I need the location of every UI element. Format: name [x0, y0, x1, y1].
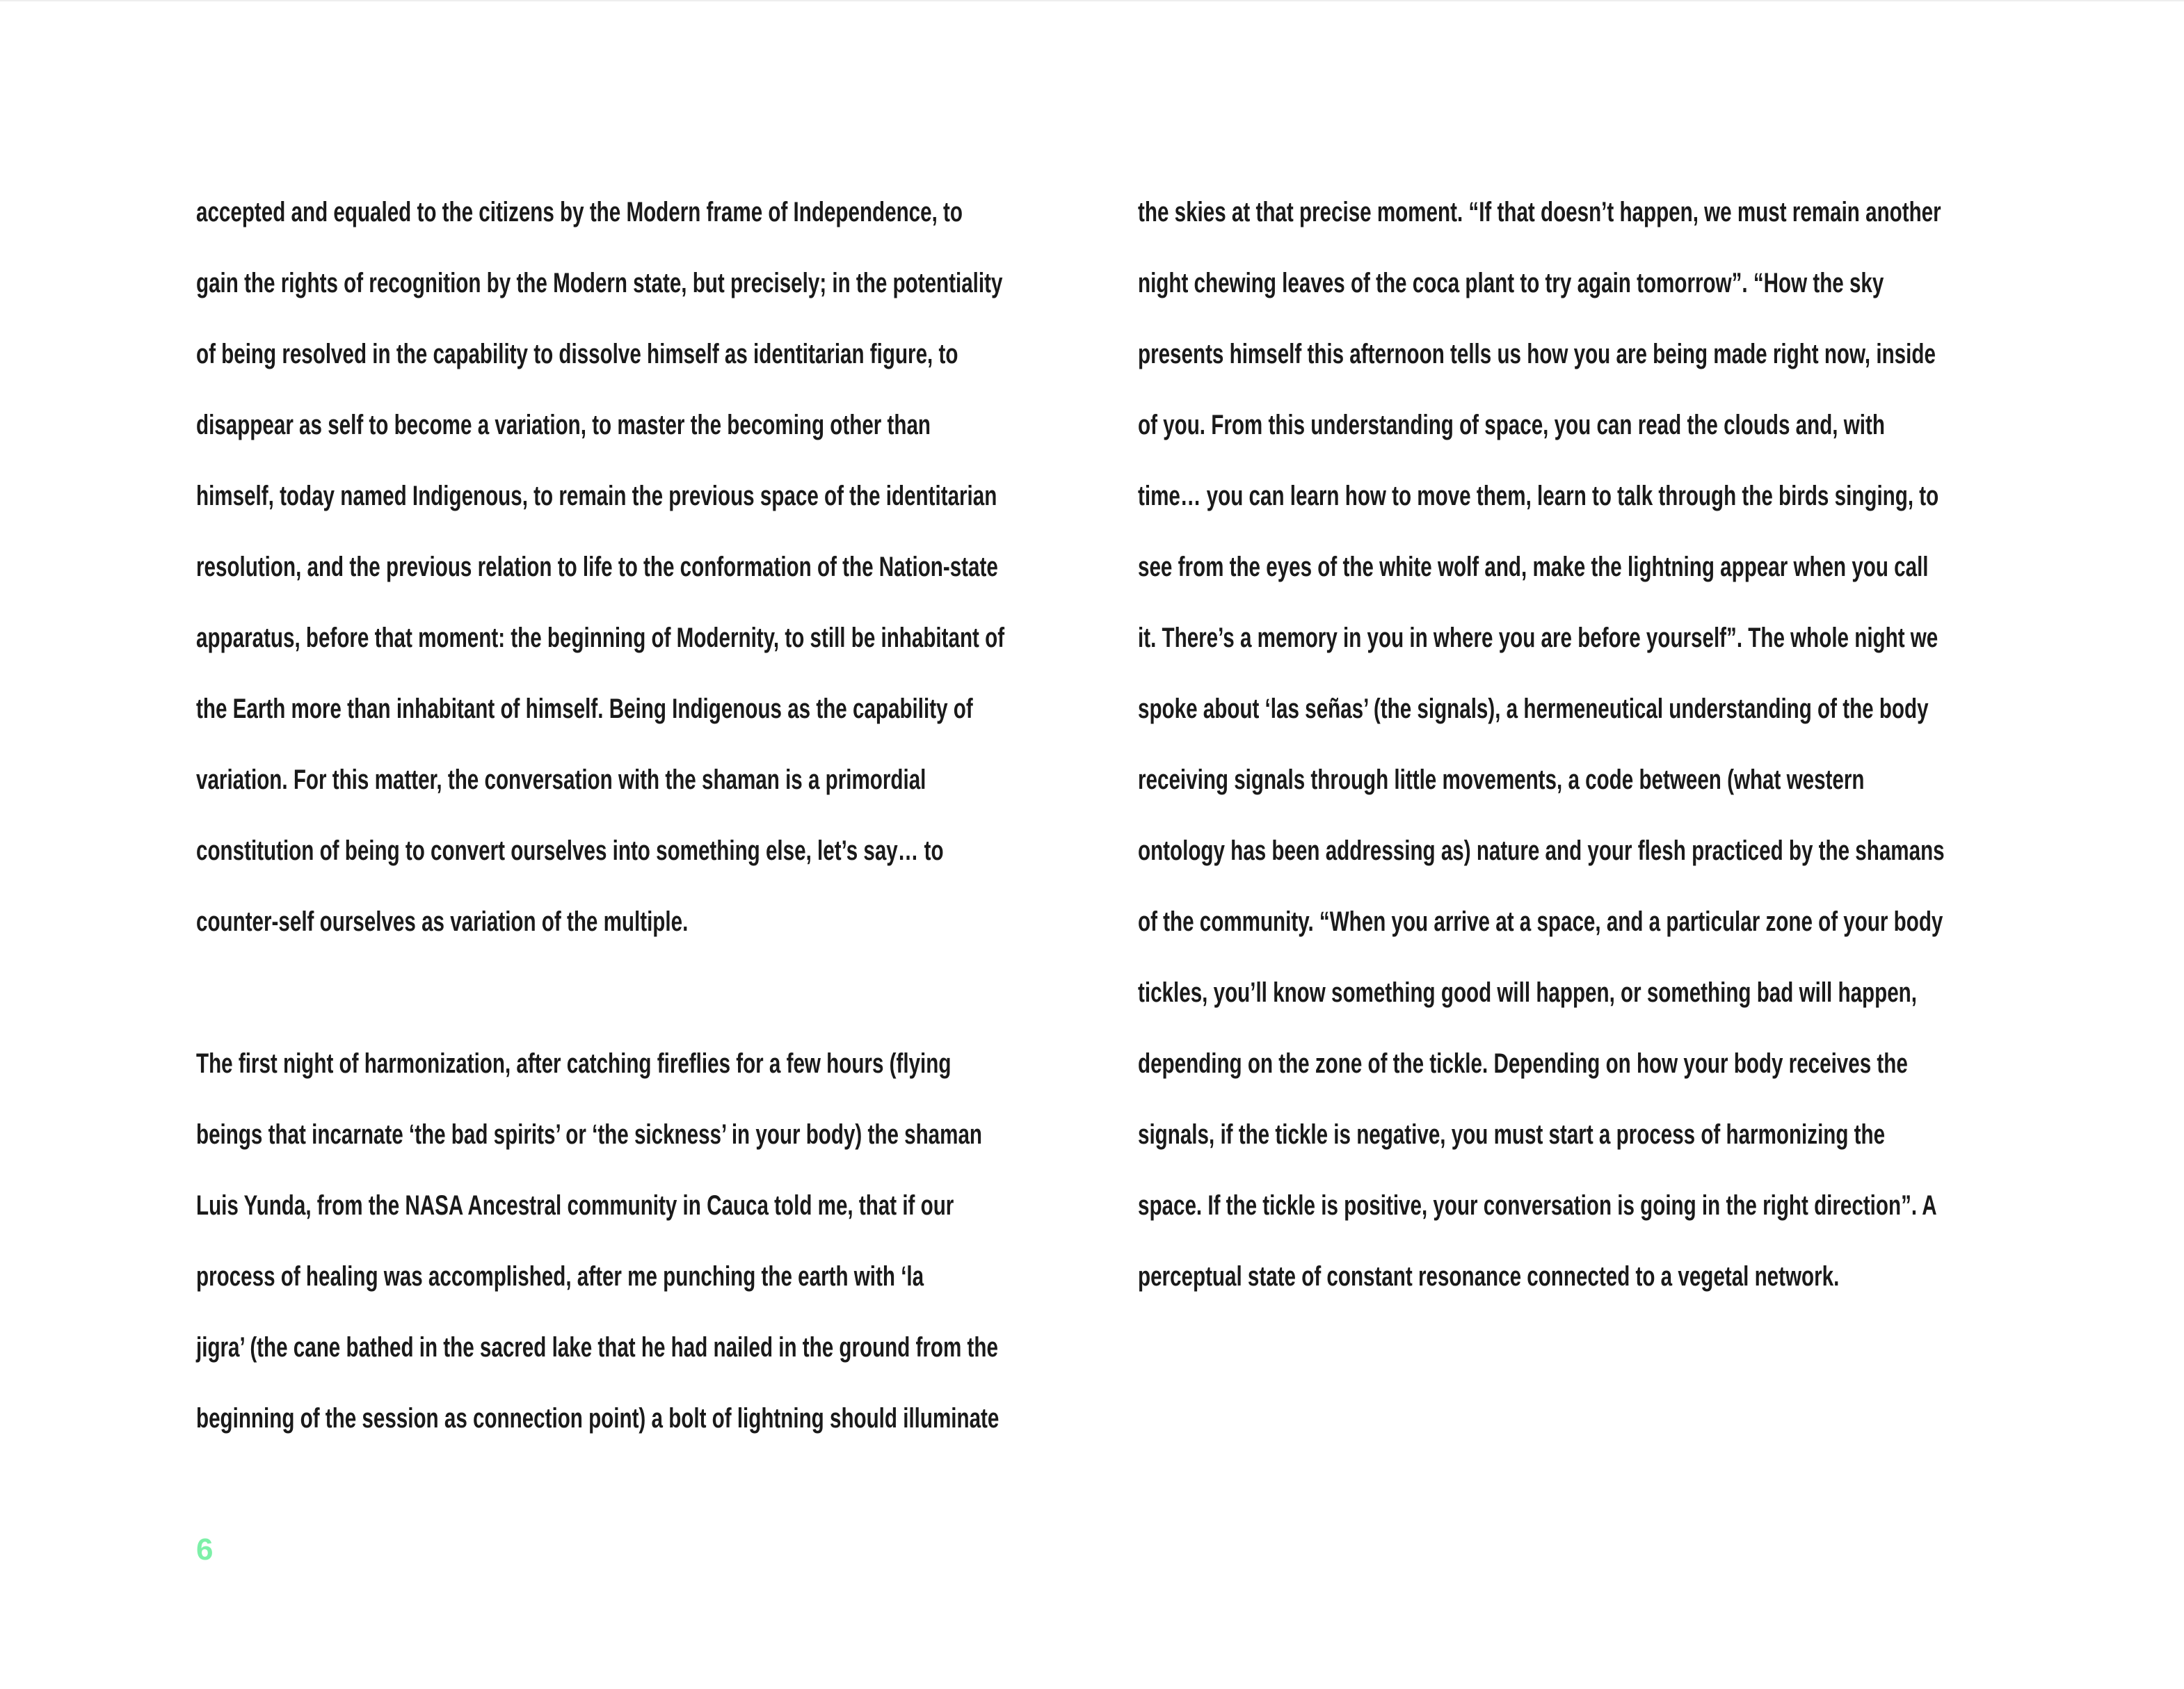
- text-line: time… you can learn how to move them, learn to talk through the birds singing, to: [1138, 481, 1939, 511]
- left-paragraph-1: [196, 184, 1073, 964]
- text-line: Luis Yunda, from the NASA Ancestral community in Cauca told me, that if our: [196, 1190, 954, 1221]
- right-column: [1138, 184, 2014, 1319]
- text-line: constitution of being to convert ourselves into something else, let’s say… to: [196, 835, 944, 866]
- paragraph-gap: [196, 964, 1073, 1035]
- text-line: himself, today named Indigenous, to remain the previous space of the identitarian: [196, 481, 997, 511]
- right-paragraph-1: [1138, 184, 2014, 1319]
- text-line: the skies at that precise moment. “If that doesn’t happen, we must remain another: [1138, 197, 1941, 227]
- text-line: jigra’ (the cane bathed in the sacred lake that he had nailed in the ground from the: [196, 1332, 998, 1363]
- text-line: depending on the zone of the tickle. Depending on how your body receives the: [1138, 1048, 1908, 1079]
- text-line: night chewing leaves of the coca plant to try again tomorrow”. “How the sky: [1138, 268, 1884, 298]
- text-line: counter-self ourselves as variation of the multiple.: [196, 906, 689, 937]
- text-line: accepted and equaled to the citizens by the Modern frame of Independence, to: [196, 197, 963, 227]
- text-line: spoke about ‘las señas’ (the signals), a hermeneutical understanding of the body: [1138, 694, 1929, 724]
- text-line: apparatus, before that moment: the beginning of Modernity, to still be inhabitant of: [196, 623, 1005, 653]
- text-line: beings that incarnate ‘the bad spirits’ or ‘the sickness’ in your body) the shaman: [196, 1119, 983, 1150]
- page-number: 6: [196, 1532, 214, 1567]
- left-paragraph-2: [196, 1035, 1073, 1461]
- text-line: presents himself this afternoon tells us how you are being made right now, inside: [1138, 339, 1936, 369]
- text-line: perceptual state of constant resonance connected to a vegetal network.: [1138, 1261, 1840, 1292]
- text-line: see from the eyes of the white wolf and, make the lightning appear when you call: [1138, 552, 1929, 582]
- text-line: the Earth more than inhabitant of himself. Being Indigenous as the capability of: [196, 694, 973, 724]
- text-line: signals, if the tickle is negative, you must start a process of harmonizing the: [1138, 1119, 1886, 1150]
- text-line: space. If the tickle is positive, your conversation is going in the right direction”. A: [1138, 1190, 1937, 1221]
- text-line: tickles, you’ll know something good will happen, or something bad will happen,: [1138, 977, 1917, 1008]
- text-line: process of healing was accomplished, after me punching the earth with ‘la: [196, 1261, 924, 1292]
- text-line: of you. From this understanding of space, you can read the clouds and, with: [1138, 410, 1885, 440]
- text-line: receiving signals through little movements, a code between (what western: [1138, 765, 1865, 795]
- text-line: disappear as self to become a variation, to master the becoming other than: [196, 410, 931, 440]
- text-line: gain the rights of recognition by the Modern state, but precisely; in the potentiality: [196, 268, 1003, 298]
- text-line: of the community. “When you arrive at a space, and a particular zone of your body: [1138, 906, 1943, 937]
- text-line: of being resolved in the capability to dissolve himself as identitarian figure, to: [196, 339, 958, 369]
- text-line: ontology has been addressing as) nature and your flesh practiced by the shamans: [1138, 835, 1945, 866]
- text-line: it. There’s a memory in you in where you are before yourself”. The whole night we: [1138, 623, 1938, 653]
- text-line: variation. For this matter, the conversation with the shaman is a primordial: [196, 765, 926, 795]
- text-line: beginning of the session as connection point) a bolt of lightning should illuminate: [196, 1403, 999, 1434]
- text-line: The first night of harmonization, after catching fireflies for a few hours (flying: [196, 1048, 952, 1079]
- text-line: resolution, and the previous relation to life to the conformation of the Nation-state: [196, 552, 998, 582]
- left-column: [196, 184, 1073, 1461]
